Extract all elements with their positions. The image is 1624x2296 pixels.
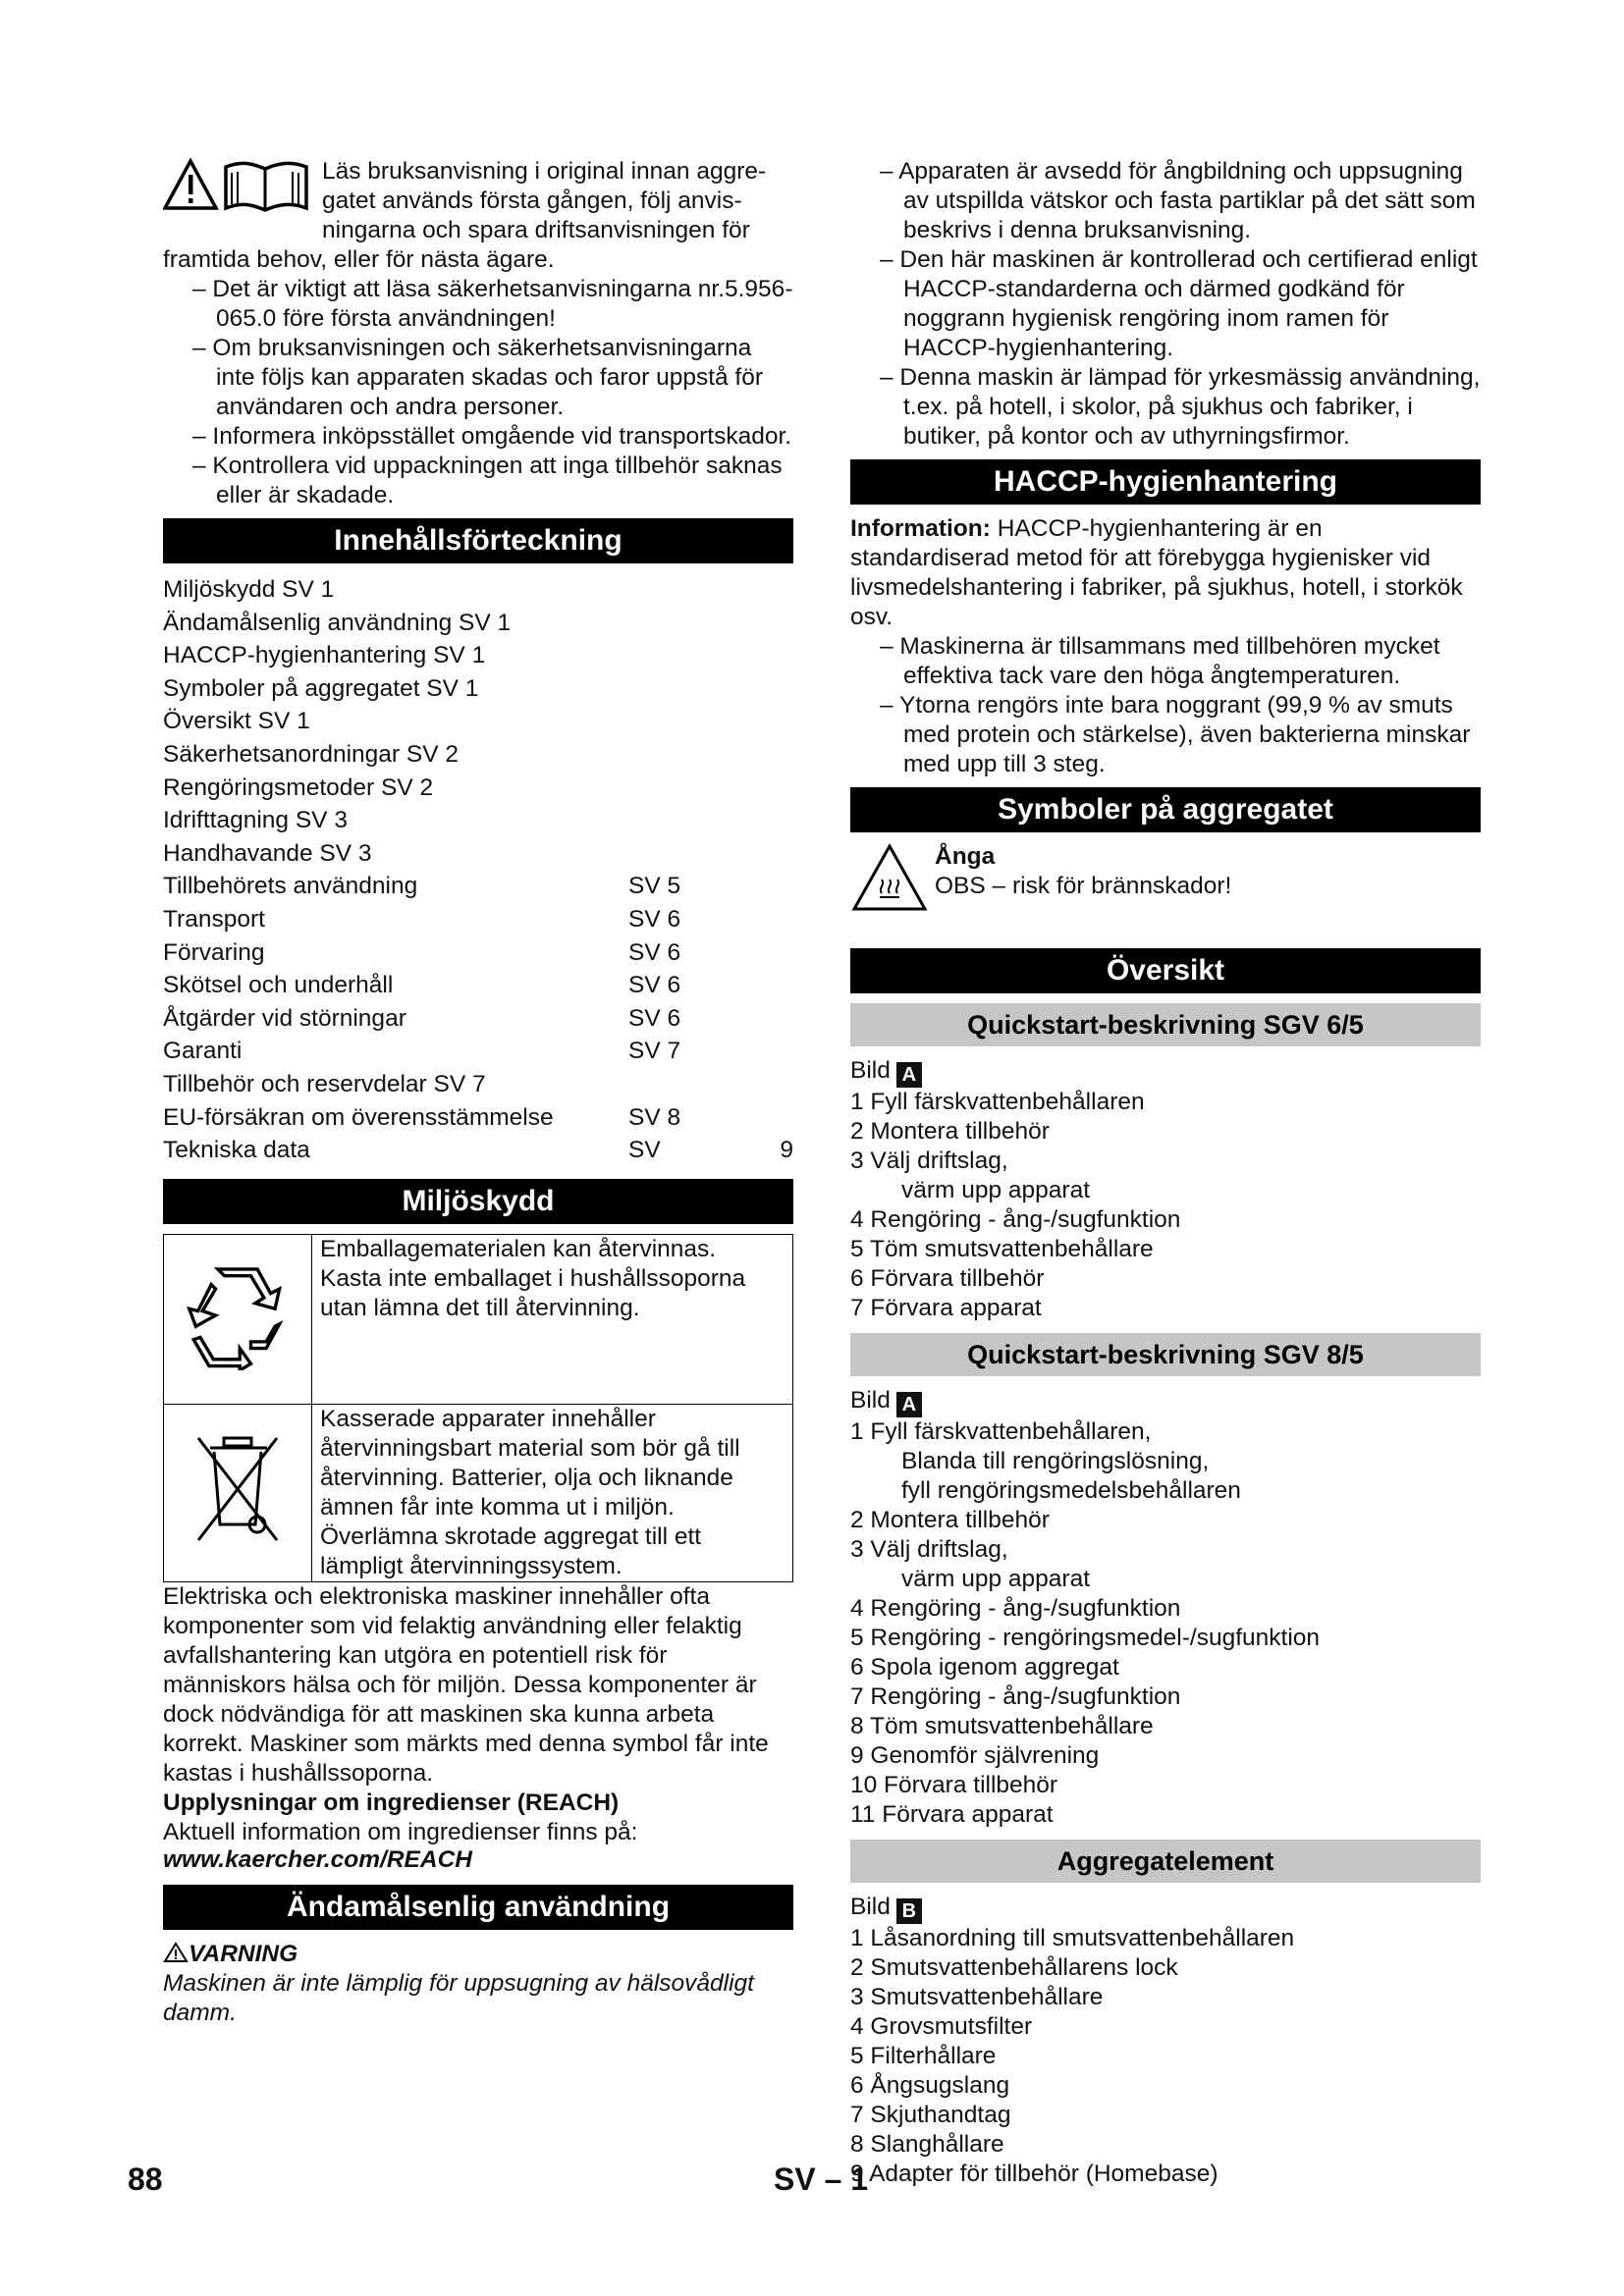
- env-text-cell: Kasserade apparater innehåller återvinningsbart material som bör gå till återvinning. Batterier, olja och liknande ämnen får inte komma ut i miljön. Överlämna skrotade aggregat till ett lämpligt återvinningssystem.: [312, 1404, 793, 1581]
- warning-label: VARNING: [189, 1940, 298, 1967]
- toc-entry-title: Tekniska data: [163, 1137, 310, 1164]
- steam-warning: OBS – risk för brännskador!: [935, 873, 1232, 899]
- env-paragraph: Elektriska och elektroniska maskiner innehåller ofta komponenter som vid felaktig användning eller felaktig avfallshantering kan utgöra en potentiell risk för människors hälsa och för miljön. Dessa komponenter är dock nödvändiga för att maskinen ska kunna arbeta korrekt. Maskiner som märkts med denna symbol får inte kastas i hushållssoporna.: [163, 1582, 769, 1787]
- list-item: 2 Montera tillbehör: [850, 1118, 1050, 1145]
- list-item: 9 Adapter för tillbehör (Homebase): [850, 2161, 1218, 2187]
- env-text-cell: Emballagematerialen kan återvinnas. Kasta inte emballaget i hushållssoporna utan lämna det till återvinning.: [312, 1234, 793, 1404]
- reach-text: Aktuell information om ingredienser finns på:: [163, 1818, 638, 1845]
- toc-entry-page: [776, 607, 793, 640]
- list-item: 7 Rengöring - ång-/sugfunktion: [850, 1683, 1181, 1710]
- list-item: 6 Förvara tillbehör: [850, 1265, 1045, 1292]
- toc-entry-section: SV 6: [628, 938, 681, 966]
- list-item: värm upp apparat: [901, 1177, 1091, 1203]
- toc-entry: [163, 969, 793, 1002]
- steam-title: Ånga: [935, 843, 996, 870]
- left-column: [163, 157, 793, 2028]
- toc-entry: [163, 936, 793, 970]
- toc-entry-title: Åtgärder vid störningar: [163, 1004, 406, 1032]
- toc-entry: [163, 1101, 793, 1135]
- toc-entry-section: [628, 705, 776, 738]
- reach-title: Upplysningar om ingredienser (REACH): [163, 1789, 620, 1816]
- list-item: 5 Töm smutsvattenbehållare: [850, 1236, 1154, 1262]
- intro-bullet: – Det är viktigt att läsa säkerhetsanvisningarna nr.5.956-065.0 före första användningen!: [192, 276, 793, 332]
- warning-manual-icon: [163, 157, 320, 214]
- toc-entry-title: Ändamålsenlig användning SV 1: [163, 609, 512, 636]
- steam-symbol-row: [850, 842, 1481, 921]
- haccp-info: [850, 514, 1481, 632]
- intro-line-3: ningarna och spara driftsanvisningen för: [322, 217, 750, 243]
- list-item: 2 Smutsvattenbehållarens lock: [850, 1954, 1178, 1981]
- toc-entry-page: [776, 705, 793, 738]
- qs85-heading: Quickstart-beskrivning SGV 8/5: [850, 1333, 1481, 1376]
- toc-entry-title: Tillbehör och reservdelar SV 7: [163, 1070, 486, 1097]
- qs65-figure-ref: [850, 1056, 1481, 1088]
- toc-entry-section: SV 6: [628, 1004, 681, 1032]
- toc-entry-section: SV 6: [628, 905, 681, 933]
- toc-entry-title: Transport: [163, 905, 265, 933]
- toc-entry-section: SV 6: [628, 972, 681, 999]
- toc-entry: [163, 705, 793, 738]
- list-item: 8 Töm smutsvattenbehållare: [850, 1713, 1154, 1739]
- toc-entry: [163, 1134, 793, 1167]
- toc-entry-section: [628, 672, 776, 706]
- toc-entry: [163, 772, 793, 805]
- agg-figure-ref: [850, 1893, 1481, 1924]
- intro-bullet: – Om bruksanvisningen och säkerhetsanvisningarna inte följs kan apparaten skadas och faror uppstå för användaren och andra personer.: [192, 335, 764, 420]
- table-of-contents: [163, 573, 793, 1167]
- use-heading: Ändamålsenlig användning: [163, 1885, 793, 1930]
- page-number: 88: [128, 2162, 163, 2197]
- list-item: 6 Spola igenom aggregat: [850, 1654, 1119, 1681]
- toc-entry: [163, 607, 793, 640]
- qs85-figure-ref: [850, 1386, 1481, 1417]
- environment-table: [163, 1234, 793, 1582]
- toc-entry-section: SV 5: [628, 873, 681, 900]
- toc-entry-section: SV 7: [628, 1038, 681, 1065]
- toc-entry: [163, 1002, 793, 1036]
- use-bullet: – Denna maskin är lämpad för yrkesmässig användning, t.ex. på hotell, i skolor, på sjukhus och fabriker, i butiker, på kontor och av uthyrningsfirmor.: [880, 364, 1481, 450]
- agg-bild: Bild: [850, 1894, 891, 1920]
- toc-entry-section: [628, 804, 776, 837]
- toc-entry-title: Översikt SV 1: [163, 708, 310, 735]
- toc-entry-title: Handhavande SV 3: [163, 839, 372, 867]
- qs65-bild: Bild: [850, 1057, 891, 1084]
- toc-entry-page: [776, 804, 793, 837]
- list-item: 8 Slanghållare: [850, 2131, 1004, 2158]
- toc-entry-title: Rengöringsmetoder SV 2: [163, 774, 434, 801]
- toc-entry-section: SV: [628, 1137, 661, 1164]
- section-page: SV – 1: [774, 2162, 869, 2197]
- toc-entry-title: Idrifttagning SV 3: [163, 807, 348, 834]
- toc-entry: [163, 804, 793, 837]
- hot-steam-warning-icon: [850, 842, 929, 913]
- toc-entry-title: Tillbehörets användning: [163, 873, 418, 900]
- list-item: 10 Förvara tillbehör: [850, 1772, 1058, 1798]
- intro-icons: [163, 157, 320, 222]
- agg-heading: Aggregatelement: [850, 1840, 1481, 1883]
- haccp-bullet: – Maskinerna är tillsammans med tillbehören mycket effektiva tack vare den höga ångtemperaturen.: [880, 633, 1440, 689]
- overview-heading: Översikt: [850, 948, 1481, 993]
- list-item: 3 Välj driftslag,: [850, 1536, 1008, 1563]
- env-row: [164, 1234, 793, 1404]
- toc-entry-section: [628, 738, 776, 772]
- toc-entry-title: Säkerhetsanordningar SV 2: [163, 740, 459, 768]
- toc-entry-page: [776, 1068, 793, 1101]
- toc-entry: [163, 573, 793, 607]
- toc-entry: [163, 1035, 793, 1068]
- list-item: 3 Smutsvattenbehållare: [850, 1984, 1104, 2010]
- toc-entry: [163, 639, 793, 672]
- toc-entry-title: Miljöskydd SV 1: [163, 576, 335, 603]
- list-item: 4 Rengöring - ång-/sugfunktion: [850, 1595, 1181, 1622]
- list-item: 5 Rengöring - rengöringsmedel-/sugfunktion: [850, 1625, 1321, 1651]
- haccp-info-text: HACCP-hygienhantering är en standardiserad metod för att förebygga hygienisker vid livsmedelshantering i fabriker, på sjukhus, hotell, i storkök osv.: [850, 515, 1463, 630]
- list-item: 4 Grovsmutsfilter: [850, 2013, 1033, 2040]
- list-item: 1 Fyll färskvattenbehållaren,: [850, 1418, 1152, 1445]
- toc-entry: [163, 738, 793, 772]
- intro-bullet: – Informera inköpsstället omgående vid transportskador.: [192, 423, 792, 450]
- list-item: värm upp apparat: [901, 1566, 1091, 1592]
- intro-tail: framtida behov, eller för nästa ägare.: [163, 246, 555, 273]
- symbols-heading: Symboler på aggregatet: [850, 787, 1481, 832]
- list-item: 5 Filterhållare: [850, 2043, 997, 2069]
- toc-entry-page: [776, 969, 793, 1002]
- toc-entry-page: 9: [780, 1137, 793, 1164]
- toc-entry-page: [776, 772, 793, 805]
- toc-entry: [163, 870, 793, 903]
- agg-list: [850, 1924, 1481, 2189]
- toc-entry-section: [628, 573, 776, 607]
- haccp-bullet: – Ytorna rengörs inte bara noggrant (99,9 % av smuts med protein och stärkelse), även bakterierna minskar med upp till 3 steg.: [880, 692, 1471, 777]
- list-item: 7 Skjuthandtag: [850, 2102, 1011, 2128]
- warning-triangle-icon: [163, 1942, 189, 1963]
- list-item: 6 Ångsugslang: [850, 2072, 1010, 2099]
- toc-entry-title: Garanti: [163, 1038, 243, 1065]
- use-bullet: – Den här maskinen är kontrollerad och certifierad enligt HACCP-standarderna och därmed godkänd för noggrann hygienisk rengöring inom ramen för HACCP-hygienhantering.: [880, 246, 1478, 361]
- warning-line: [163, 1940, 793, 1969]
- haccp-info-label: Information:: [850, 515, 991, 542]
- intro-bullet: – Kontrollera vid uppackningen att inga tillbehör saknas eller är skadade.: [192, 453, 783, 508]
- recycling-icon: [183, 1260, 293, 1370]
- toc-entry-title: HACCP-hygienhantering SV 1: [163, 642, 486, 669]
- toc-entry: [163, 1068, 793, 1101]
- toc-entry-section: [628, 639, 776, 672]
- toc-heading: Innehållsförteckning: [163, 518, 793, 563]
- intro-block: [163, 157, 793, 245]
- qs65-heading: Quickstart-beskrivning SGV 6/5: [850, 1003, 1481, 1046]
- list-item: Blanda till rengöringslösning,: [901, 1448, 1210, 1474]
- toc-entry-section: SV 8: [628, 1103, 681, 1131]
- qs85-bild: Bild: [850, 1387, 891, 1414]
- list-item: 3 Välj driftslag,: [850, 1148, 1008, 1174]
- list-item: 9 Genomför självrening: [850, 1742, 1100, 1769]
- list-item: 1 Låsanordning till smutsvattenbehållaren: [850, 1925, 1295, 1951]
- env-icon-cell: [164, 1404, 312, 1581]
- steam-icon-cell: [850, 842, 935, 921]
- toc-entry-section: [628, 837, 776, 871]
- env-row: [164, 1404, 793, 1581]
- warning-text: Maskinen är inte lämplig för uppsugning av hälsovådligt damm.: [163, 1969, 754, 2026]
- figure-badge: B: [896, 1898, 922, 1924]
- toc-entry-page: [776, 738, 793, 772]
- toc-entry-page: [776, 639, 793, 672]
- crossed-bin-icon: [189, 1430, 287, 1548]
- toc-entry-title: Förvaring: [163, 938, 265, 966]
- figure-badge: A: [896, 1392, 922, 1417]
- toc-entry: [163, 672, 793, 706]
- list-item: fyll rengöringsmedelsbehållaren: [901, 1477, 1241, 1504]
- steam-text: [935, 842, 1231, 901]
- toc-entry: [163, 837, 793, 871]
- intro-line-2: gatet används första gången, följ anvis-: [322, 187, 742, 214]
- env-icon-cell: [164, 1234, 312, 1404]
- toc-entry-title: Skötsel och underhåll: [163, 972, 394, 999]
- qs85-list: [850, 1417, 1481, 1830]
- toc-entry-section: [628, 1068, 776, 1101]
- figure-badge: A: [896, 1062, 922, 1088]
- list-item: 4 Rengöring - ång-/sugfunktion: [850, 1206, 1181, 1233]
- toc-entry-page: [776, 672, 793, 706]
- list-item: 11 Förvara apparat: [850, 1801, 1054, 1828]
- right-column: [850, 157, 1481, 2189]
- toc-entry-title: Symboler på aggregatet SV 1: [163, 674, 479, 702]
- toc-entry-page: [776, 1035, 793, 1068]
- toc-entry: [163, 903, 793, 936]
- env-heading: Miljöskydd: [163, 1179, 793, 1224]
- toc-entry-page: [776, 936, 793, 970]
- toc-entry-page: [776, 573, 793, 607]
- toc-entry-page: [776, 1002, 793, 1036]
- toc-entry-page: [776, 903, 793, 936]
- list-item: 7 Förvara apparat: [850, 1295, 1042, 1321]
- reach-link[interactable]: www.kaercher.com/REACH: [163, 1845, 472, 1873]
- toc-entry-section: [628, 772, 776, 805]
- list-item: 1 Fyll färskvattenbehållaren: [850, 1089, 1145, 1115]
- toc-entry-page: [776, 837, 793, 871]
- toc-entry-page: [776, 1101, 793, 1135]
- use-bullet: – Apparaten är avsedd för ångbildning och uppsugning av utspillda vätskor och fasta partiklar på det sätt som beskrivs i denna bruksanvisning.: [880, 158, 1476, 243]
- intro-line-1: Läs bruksanvisning i original innan aggre-: [322, 158, 767, 185]
- toc-entry-page: [776, 870, 793, 903]
- toc-entry-title: EU-försäkran om överensstämmelse: [163, 1103, 554, 1131]
- qs65-list: [850, 1088, 1481, 1323]
- list-item: 2 Montera tillbehör: [850, 1507, 1050, 1533]
- toc-entry-section: [628, 607, 776, 640]
- haccp-heading: HACCP-hygienhantering: [850, 459, 1481, 505]
